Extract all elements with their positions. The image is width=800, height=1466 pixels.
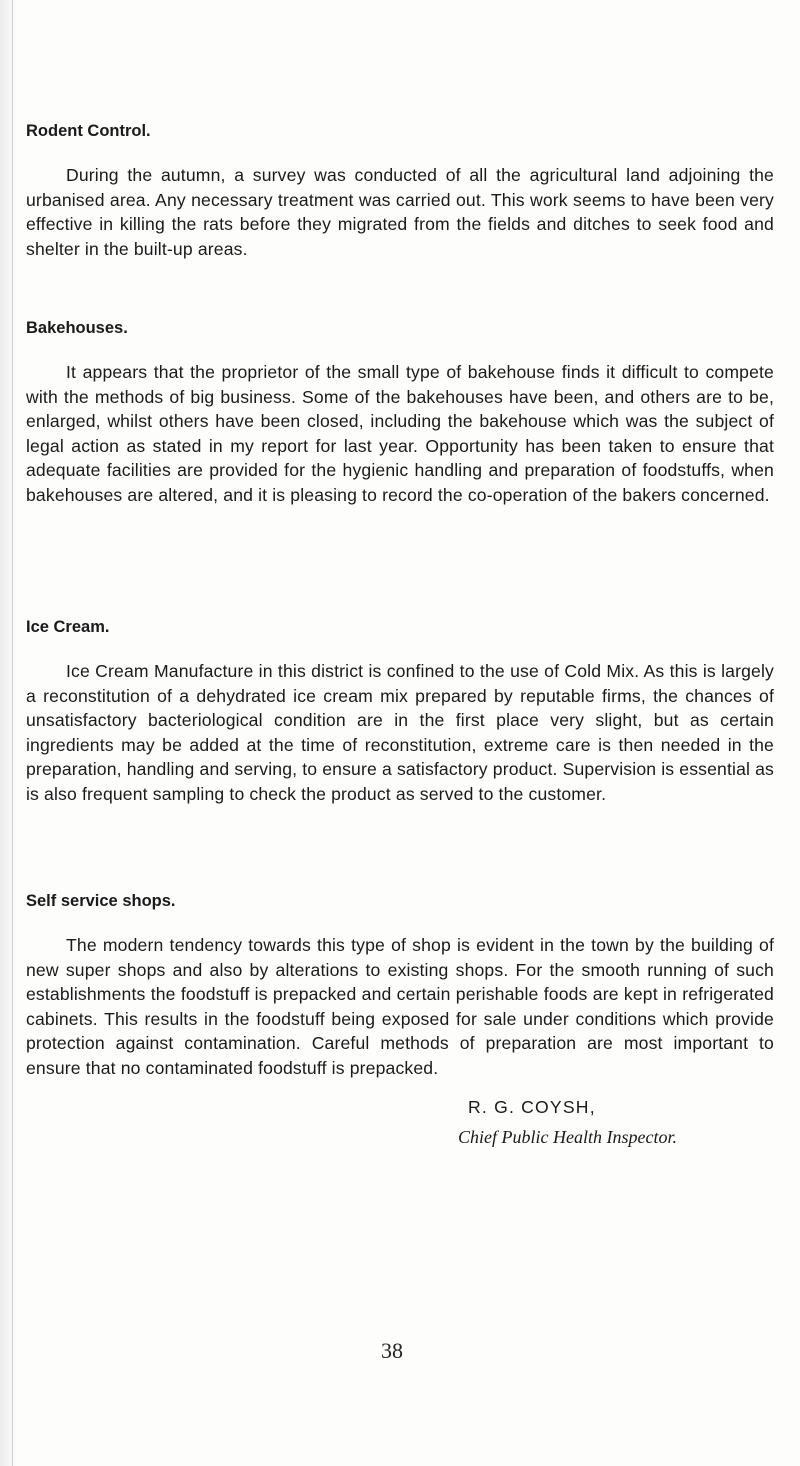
section-heading: Rodent Control. [26,122,151,140]
signature-name: R. G. COYSH, [468,1097,596,1117]
section-heading: Self service shops. [26,892,176,910]
section-heading: Bakehouses. [26,319,128,337]
signature-block [458,1092,788,1152]
section-self-service-shops [26,891,774,1081]
section-paragraph: The modern tendency towards this type of shop is evident in the town by the building of new super shops and also by alterations to existing shops. For the smooth running of such establishments the foodstuff is prepacked and certain perishable foods are kept in refrigerated cabinets. This results in the foodstuff being exposed for sale under conditions which provide protection against contamination. Careful methods of preparation are most important to ensure that no contaminated foodstuff is prepacked. [26,935,774,1078]
section-paragraph: During the autumn, a survey was conducted of all the agricultural land adjoining the urbanised area. Any necessary treatment was carried out. This work seems to have been very effective in killing the rats before they migrated from the fields and ditches to seek food and shelter in the built-up areas. [26,165,774,259]
section-heading: Ice Cream. [26,618,110,636]
section-paragraph: Ice Cream Manufacture in this district is confined to the use of Cold Mix. As this is largely a reconstitution of a dehydrated ice cream mix prepared by reputable firms, the chances of unsatisfactory bacteriological condition are in the first place very slight, but as certain ingredients may be added at the time of reconstitution, extreme care is then needed in the preparation, handling and serving, to ensure a satisfactory product. Supervision is essential as is also frequent sampling to check the product as served to the customer. [26,661,774,804]
section-rodent-control [26,121,774,261]
binding-edge-line [12,0,13,1466]
page-number: 38 [381,1338,403,1363]
signature-title: Chief Public Health Inspector. [458,1127,677,1147]
section-ice-cream [26,617,774,807]
section-bakehouses [26,318,774,508]
section-paragraph: It appears that the proprietor of the small type of bakehouse finds it difficult to compete with the methods of big business. Some of the bakehouses have been, and others are to be, enlarged, whilst others have been closed, including the bakehouse which was the subject of legal action as stated in my report for last year. Opportunity has been taken to ensure that adequate facilities are provided for the hygienic handling and preparation of foodstuffs, when bakehouses are altered, and it is pleasing to record the co-operation of the bakers concerned. [26,362,774,505]
binding-gutter [0,0,16,1466]
